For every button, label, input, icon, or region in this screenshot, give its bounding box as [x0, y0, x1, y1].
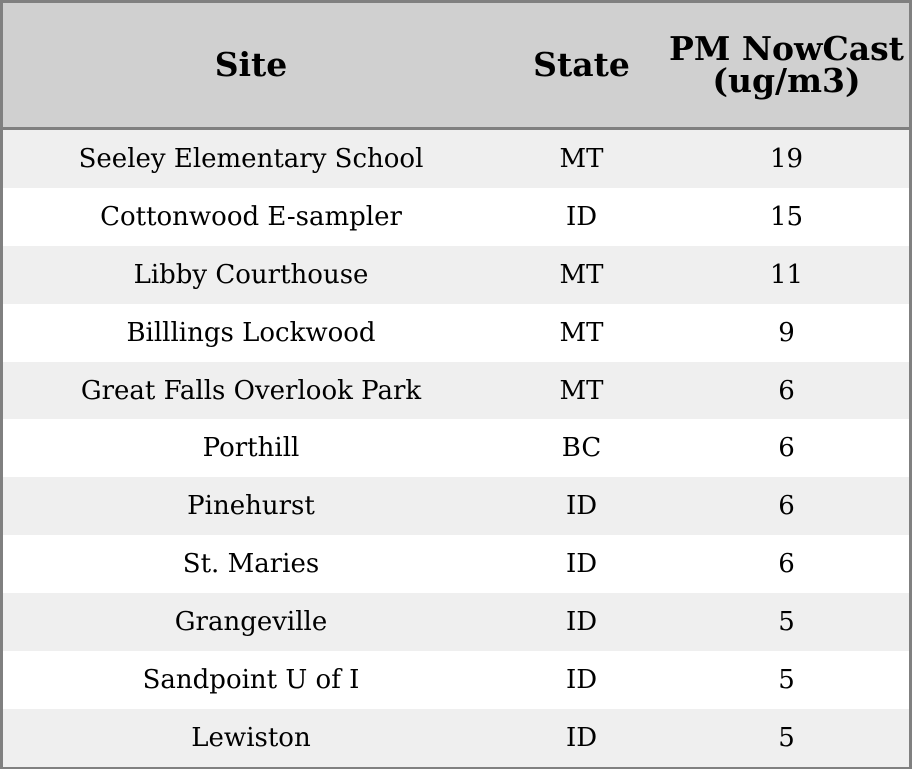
column-header-pm-nowcast: PM NowCast (ug/m3) [664, 3, 909, 129]
column-header-state: State [499, 3, 664, 129]
cell-state: MT [499, 304, 664, 362]
table-row [3, 593, 909, 651]
table-row [3, 709, 909, 767]
column-header-site: Site [3, 3, 499, 129]
table-row [3, 419, 909, 477]
cell-site: Cottonwood E-sampler [3, 188, 499, 246]
cell-site: Porthill [3, 419, 499, 477]
table-row [3, 362, 909, 420]
cell-state: BC [499, 419, 664, 477]
table-row [3, 188, 909, 246]
cell-state: MT [499, 362, 664, 420]
cell-state: ID [499, 188, 664, 246]
cell-state: MT [499, 246, 664, 304]
cell-state: ID [499, 709, 664, 767]
cell-pm-nowcast: 11 [664, 246, 909, 304]
cell-state: ID [499, 477, 664, 535]
pm-nowcast-table [3, 3, 909, 767]
table-row [3, 477, 909, 535]
cell-pm-nowcast: 9 [664, 304, 909, 362]
table-row [3, 246, 909, 304]
cell-state: MT [499, 129, 664, 188]
cell-pm-nowcast: 5 [664, 593, 909, 651]
cell-pm-nowcast: 5 [664, 709, 909, 767]
cell-pm-nowcast: 6 [664, 419, 909, 477]
cell-pm-nowcast: 6 [664, 535, 909, 593]
cell-site: Lewiston [3, 709, 499, 767]
cell-pm-nowcast: 15 [664, 188, 909, 246]
cell-pm-nowcast: 19 [664, 129, 909, 188]
cell-pm-nowcast: 5 [664, 651, 909, 709]
cell-state: ID [499, 535, 664, 593]
table-row [3, 535, 909, 593]
cell-pm-nowcast: 6 [664, 477, 909, 535]
cell-state: ID [499, 593, 664, 651]
cell-site: Billlings Lockwood [3, 304, 499, 362]
cell-site: Libby Courthouse [3, 246, 499, 304]
table-row [3, 304, 909, 362]
table-row [3, 129, 909, 188]
table-body [3, 129, 909, 767]
header-row [3, 3, 909, 129]
table-row [3, 651, 909, 709]
cell-site: Sandpoint U of I [3, 651, 499, 709]
cell-site: Seeley Elementary School [3, 129, 499, 188]
cell-state: ID [499, 651, 664, 709]
cell-site: Pinehurst [3, 477, 499, 535]
cell-site: Great Falls Overlook Park [3, 362, 499, 420]
cell-pm-nowcast: 6 [664, 362, 909, 420]
cell-site: Grangeville [3, 593, 499, 651]
cell-site: St. Maries [3, 535, 499, 593]
